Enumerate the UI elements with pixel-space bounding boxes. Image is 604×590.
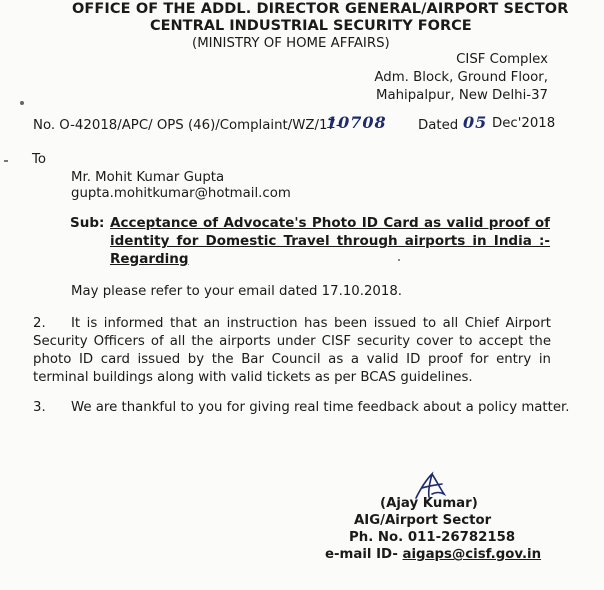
recipient-name: Mr. Mohit Kumar Gupta	[71, 170, 225, 185]
signatory-phone: Ph. No. 011-26782158	[349, 530, 516, 545]
recipient-email: gupta.mohitkumar@hotmail.com	[71, 186, 291, 201]
office-header-line1: OFFICE OF THE ADDL. DIRECTOR GENERAL/AIRPORT SECTOR	[72, 1, 569, 17]
reference-number: No. O-42018/APC/ OPS (46)/Complaint/WZ/17-	[33, 118, 341, 133]
date-day-handwritten: 05	[463, 113, 488, 132]
paragraph-2-number: 2.	[33, 316, 46, 331]
signatory-email	[325, 547, 541, 562]
paragraph-2-text: It is informed that an instruction has been issued to all Chief Airport Security Officers of all the airports under CISF security cover to accept the photo ID card issued by the Bar Council as a valid ID proof for entry in terminal buildings along with valid tickets as per BCAS guidelines.	[33, 316, 551, 385]
reference-number-handwritten: 10708	[326, 113, 387, 132]
address-line2: Adm. Block, Ground Floor,	[374, 70, 548, 85]
subject-label: Sub:	[70, 215, 105, 231]
address-line1: CISF Complex	[456, 52, 548, 67]
paragraph-1: May please refer to your email dated 17.10.2018.	[71, 284, 403, 299]
office-header-line2: CENTRAL INDUSTRIAL SECURITY FORCE	[150, 18, 472, 34]
signatory-designation: AIG/Airport Sector	[354, 513, 492, 528]
paper-speck	[20, 101, 24, 105]
signatory-name: (Ajay Kumar)	[380, 496, 478, 511]
date-month-year: Dec'2018	[492, 116, 556, 131]
paragraph-3: We are thankful to you for giving real time feedback about a policy matter.	[71, 400, 570, 415]
subject-text: Acceptance of Advocate's Photo ID Card as valid proof of identity for Domestic Travel through airports in India :- Regarding	[110, 215, 550, 267]
office-header-line3: (MINISTRY OF HOME AFFAIRS)	[192, 36, 390, 51]
paragraph-2	[33, 315, 551, 387]
address-line3: Mahipalpur, New Delhi-37	[376, 88, 548, 103]
paper-speck	[4, 160, 8, 162]
paragraph-3-number: 3.	[33, 400, 46, 415]
signatory-email-label: e-mail ID-	[325, 547, 398, 562]
signatory-email-link[interactable]: aigaps@cisf.gov.in	[402, 547, 542, 562]
to-label: To	[32, 152, 46, 167]
dated-label: Dated	[418, 118, 459, 133]
